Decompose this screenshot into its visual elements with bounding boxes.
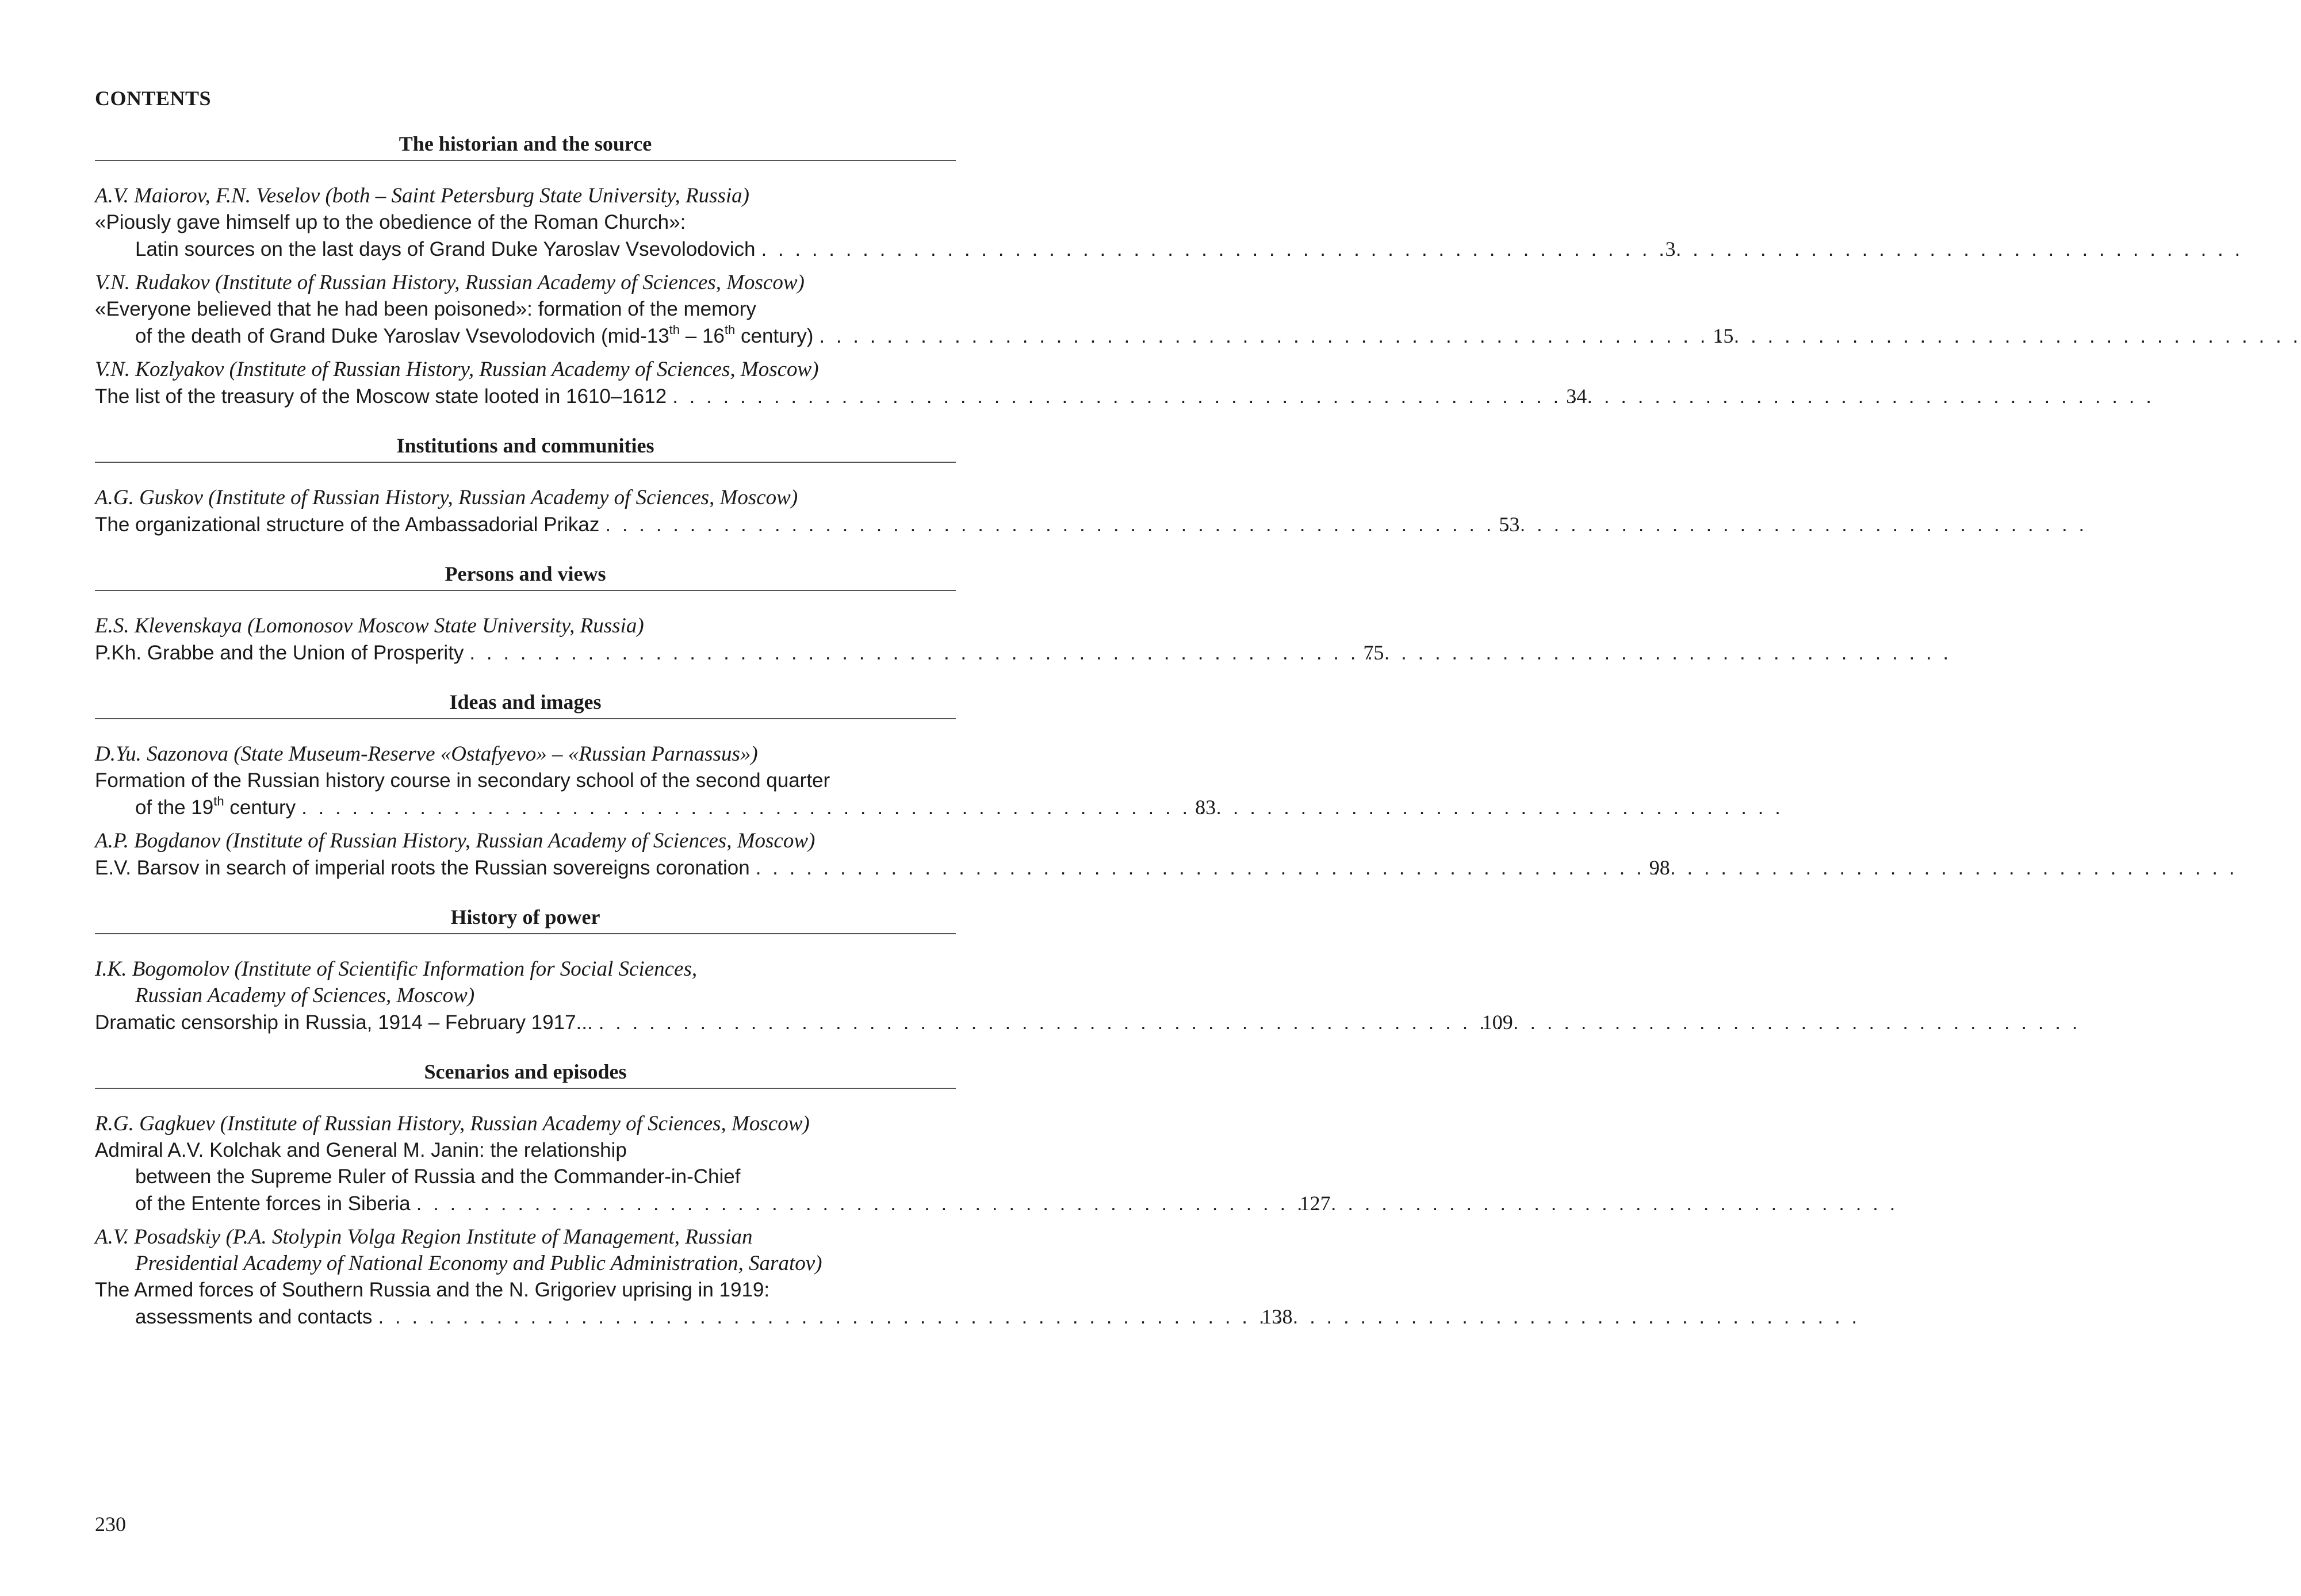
entry-title-final-line [95, 1009, 1513, 1036]
dot-leader [301, 795, 1162, 821]
entry-title-line: between the Supreme Ruler of Russia and the Commander-in-Chief [135, 1165, 741, 1188]
dot-leader-wrap [813, 323, 1674, 350]
entry-title-segment: P.Kh. Grabbe and the Union of Prosperity [95, 642, 464, 664]
toc-section [95, 1056, 1331, 1330]
dot-leader-wrap [755, 236, 1616, 263]
entry-page-number: 83 [1195, 796, 1216, 819]
entry-title-text [95, 383, 667, 410]
page-number: 230 [95, 1513, 126, 1536]
entry-title-text [95, 640, 464, 666]
entry-author: R.G. Gagkuev (Institute of Russian History, Russian Academy of Sciences, Moscow) [95, 1112, 810, 1135]
entry-title-segment: of the Entente forces in Siberia [135, 1192, 411, 1215]
toc-entry[interactable] [95, 485, 1520, 538]
toc-section [95, 429, 1520, 538]
toc-entry[interactable] [95, 956, 1513, 1036]
entry-page-number: 3 [1665, 237, 1676, 260]
entry-title-segment: The organizational structure of the Ambassadorial Prikaz [95, 513, 600, 536]
dot-leader [605, 512, 1466, 538]
dot-leader-wrap [599, 512, 1460, 538]
page-title: CONTENTS [95, 87, 212, 110]
section-header: History of power [95, 901, 956, 934]
dot-leader [599, 1010, 1460, 1036]
entry-title-final-line [95, 639, 1384, 666]
toc-section [95, 901, 1513, 1036]
entry-title-final-line [95, 794, 1216, 821]
section-header: Institutions and communities [95, 429, 956, 463]
entry-title-text [95, 236, 755, 263]
entry-title-final-line [95, 323, 1734, 350]
toc-section [95, 686, 1670, 881]
entry-title-line: Admiral A.V. Kolchak and General M. Janin: the relationship [95, 1139, 627, 1161]
entry-author: V.N. Rudakov (Institute of Russian History, Russian Academy of Sciences, Moscow) [95, 271, 805, 294]
dot-leader-wrap [667, 383, 1527, 410]
entry-title-segment: Dramatic censorship in Russia, 1914 – February 1917... [95, 1011, 593, 1034]
dot-leader-wrap [372, 1304, 1233, 1330]
entry-page-number: 109 [1481, 1011, 1513, 1034]
entry-title-segment: of the 19 [135, 796, 214, 819]
entry-author: Presidential Academy of National Economy and Public Administration, Saratov) [135, 1252, 822, 1275]
entry-title-line: «Everyone believed that he had been poisoned»: formation of the memory [95, 298, 756, 320]
entry-author: V.N. Kozlyakov (Institute of Russian History, Russian Academy of Sciences, Moscow) [95, 358, 819, 381]
dot-leader [416, 1191, 1277, 1217]
entry-title-text [95, 512, 599, 538]
entry-title-text [95, 1191, 411, 1217]
entry-title-final-line [95, 383, 1587, 410]
entry-title-line: Formation of the Russian history course in secondary school of the second quarter [95, 769, 830, 792]
entry-title-segment: E.V. Barsov in search of imperial roots the Russian sovereigns coronation [95, 857, 750, 879]
toc-entry[interactable] [95, 828, 1670, 881]
dot-leader-wrap [464, 640, 1324, 666]
dot-leader-wrap [593, 1010, 1454, 1036]
entry-title-line: The Armed forces of Southern Russia and the N. Grigoriev uprising in 1919: [95, 1279, 770, 1301]
dot-leader [756, 855, 1617, 881]
entry-page-number: 53 [1499, 513, 1520, 536]
entry-title-segment: – 16 [680, 325, 725, 347]
dot-leader [761, 236, 1622, 263]
entry-title-text [95, 1304, 372, 1330]
entry-title-text [95, 323, 813, 350]
entry-title-final-line [95, 236, 1676, 263]
toc-entry[interactable] [95, 741, 1216, 821]
entry-title-line: «Piously gave himself up to the obedience of the Roman Church»: [95, 211, 686, 233]
entry-title-segment: century [224, 796, 296, 819]
dot-leader [378, 1304, 1239, 1330]
entry-title-final-line [95, 1190, 1331, 1217]
superscript: th [724, 323, 736, 337]
section-header: Scenarios and episodes [95, 1056, 956, 1089]
entry-author: I.K. Bogomolov (Institute of Scientific Information for Social Sciences, [95, 957, 698, 981]
entry-title-segment: century) [735, 325, 814, 347]
entry-author: D.Yu. Sazonova (State Museum-Reserve «Ostafyevo» – «Russian Parnassus») [95, 742, 758, 766]
section-header: The historian and the source [95, 128, 956, 161]
entry-page-number: 98 [1649, 856, 1670, 879]
table-of-contents [95, 128, 1734, 1350]
superscript: th [213, 794, 224, 809]
entry-title-segment: The list of the treasury of the Moscow state looted in 1610–1612 [95, 385, 667, 408]
toc-entry[interactable] [95, 613, 1384, 666]
toc-entry[interactable] [95, 1111, 1331, 1217]
entry-page-number: 138 [1261, 1305, 1293, 1328]
entry-page-number: 127 [1299, 1192, 1331, 1215]
entry-title-segment: of the death of Grand Duke Yaroslav Vsevolodovich (mid-13 [135, 325, 669, 347]
toc-section [95, 128, 1734, 410]
entry-title-text [95, 795, 296, 821]
toc-entry[interactable] [95, 356, 1587, 410]
dot-leader-wrap [750, 855, 1611, 881]
entry-title-text [95, 1010, 593, 1036]
dot-leader [469, 640, 1330, 666]
section-header: Persons and views [95, 558, 956, 591]
toc-entry[interactable] [95, 1224, 1293, 1330]
entry-author: A.V. Posadskiy (P.A. Stolypin Volga Region Institute of Management, Russian [95, 1225, 753, 1249]
toc-entry[interactable] [95, 270, 1734, 350]
superscript: th [669, 323, 680, 337]
entry-title-segment: assessments and contacts [135, 1306, 373, 1328]
entry-title-segment: Latin sources on the last days of Grand Duke Yaroslav Vsevolodovich [135, 238, 756, 260]
entry-author: E.S. Klevenskaya (Lomonosov Moscow State University, Russia) [95, 614, 644, 638]
dot-leader-wrap [296, 795, 1157, 821]
entry-page-number: 15 [1713, 324, 1734, 347]
section-header: Ideas and images [95, 686, 956, 719]
dot-leader-wrap [411, 1191, 1272, 1217]
entry-author: A.V. Maiorov, F.N. Veselov (both – Saint Petersburg State University, Russia) [95, 184, 749, 208]
dot-leader [672, 383, 1533, 410]
entry-title-final-line [95, 854, 1670, 881]
entry-page-number: 75 [1363, 641, 1384, 664]
dot-leader [819, 323, 1680, 350]
entry-title-final-line [95, 511, 1520, 538]
entry-author: A.P. Bogdanov (Institute of Russian History, Russian Academy of Sciences, Moscow) [95, 829, 816, 853]
toc-entry[interactable] [95, 183, 1676, 263]
entry-title-final-line [95, 1303, 1293, 1330]
entry-author: A.G. Guskov (Institute of Russian History, Russian Academy of Sciences, Moscow) [95, 486, 798, 509]
entry-page-number: 34 [1566, 385, 1587, 408]
toc-section [95, 558, 1384, 666]
entry-title-text [95, 855, 750, 881]
entry-author: Russian Academy of Sciences, Moscow) [135, 984, 475, 1007]
